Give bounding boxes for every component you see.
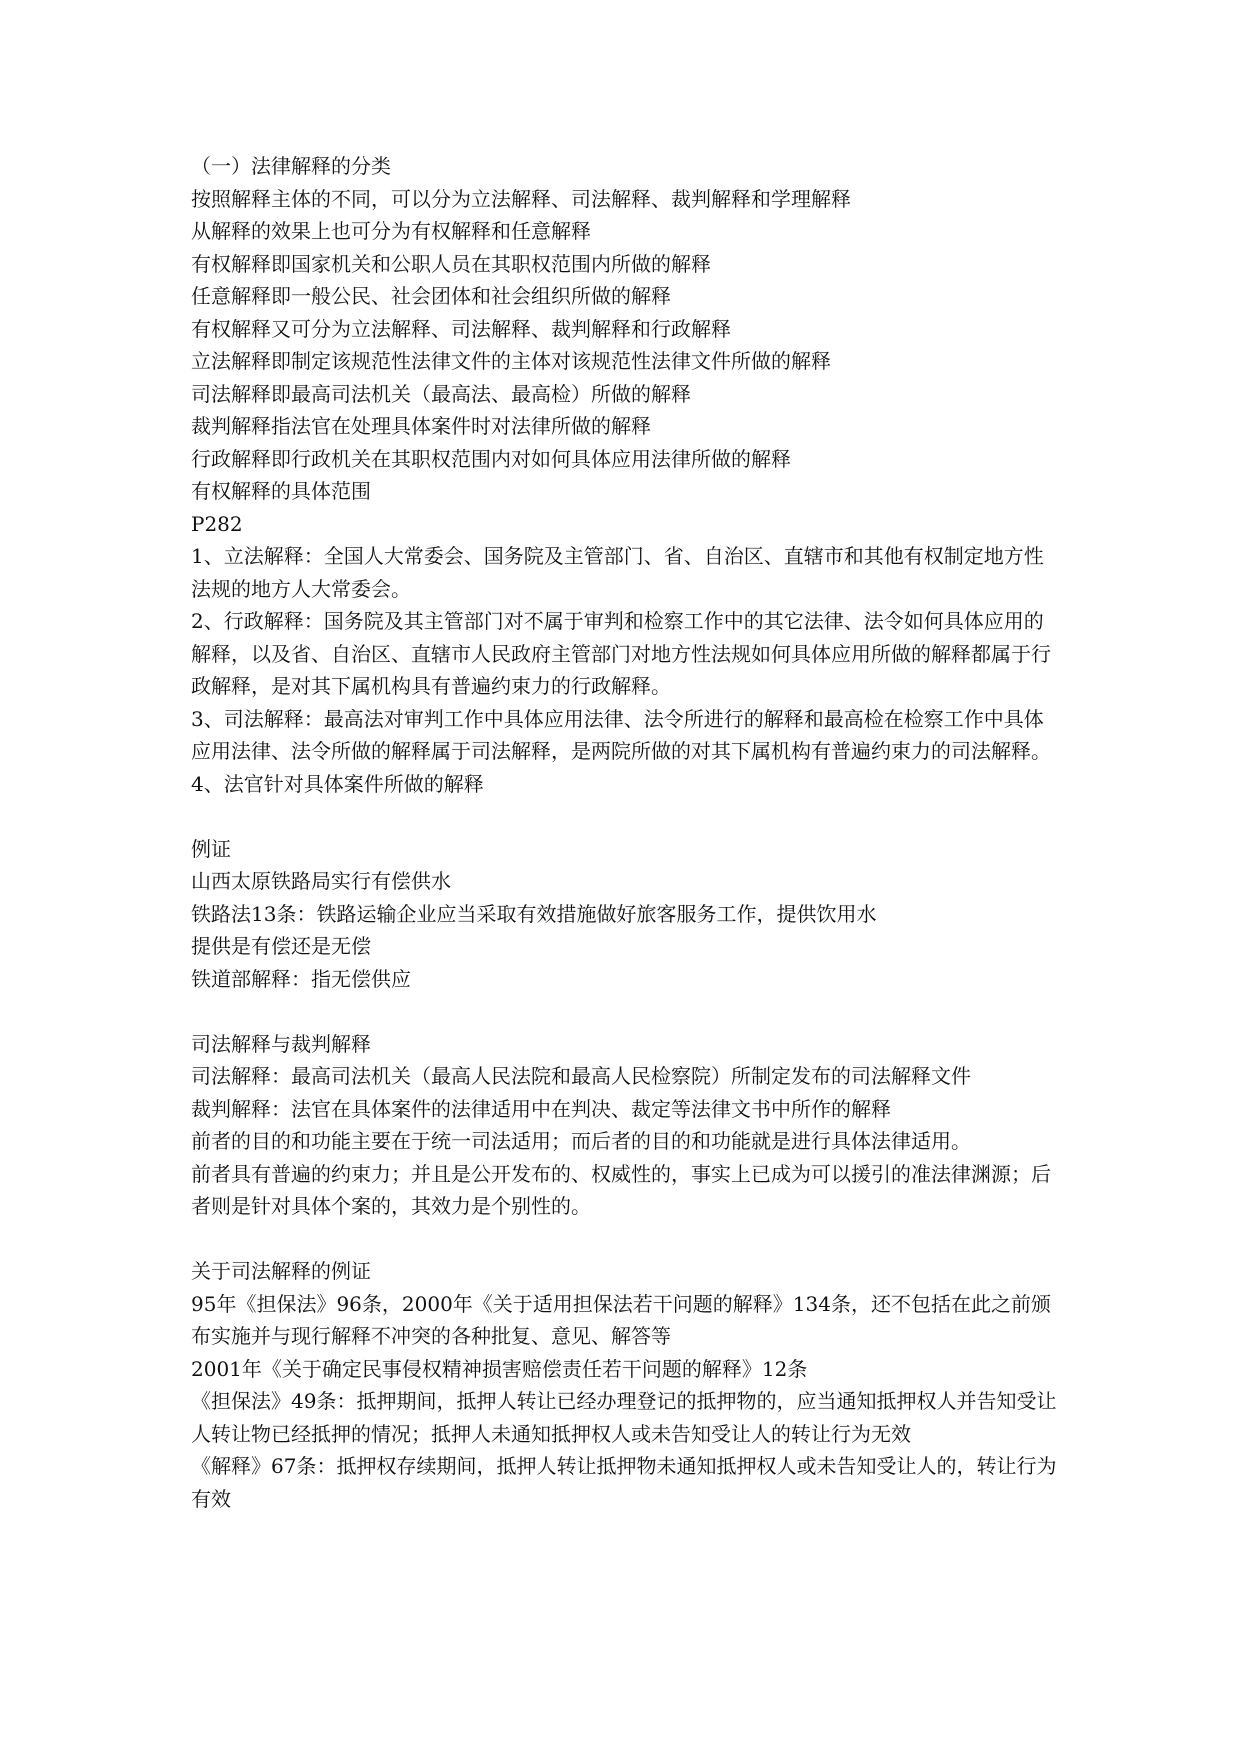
document-body xyxy=(191,150,1061,1515)
text-line: 提供是有偿还是无偿 xyxy=(191,934,371,958)
blank-line xyxy=(191,995,1061,1028)
text-paragraph: 《担保法》49条：抵押期间，抵押人转让已经办理登记的抵押物的，应当通知抵押权人并告知受让人转让物已经抵押的情况；抵押人未通知抵押权人或未告知受让人的转让行为无效 xyxy=(191,1389,1057,1446)
text-paragraph: 《解释》67条：抵押权存续期间，抵押人转让抵押物未通知抵押权人或未告知受让人的，转让行为有效 xyxy=(191,1454,1057,1511)
section-heading: 例证 xyxy=(191,836,231,861)
text-line: 2001年《关于确定民事侵权精神损害赔偿责任若干问题的解释》12条 xyxy=(191,1356,808,1381)
text-paragraph: 95年《担保法》96条，2000年《关于适用担保法若干问题的解释》134条，还不包括在此之前颁布实施并与现行解释不冲突的各种批复、意见、解答等 xyxy=(191,1291,1051,1348)
text-line: 任意解释即一般公民、社会团体和社会组织所做的解释 xyxy=(191,284,671,308)
page-reference: P282 xyxy=(191,511,243,536)
section-heading: （一）法律解释的分类 xyxy=(191,154,391,178)
text-line: 按照解释主体的不同，可以分为立法解释、司法解释、裁判解释和学理解释 xyxy=(191,186,851,211)
text-line: 裁判解释：法官在具体案件的法律适用中在判决、裁定等法律文书中所作的解释 xyxy=(191,1096,891,1121)
text-line: 山西太原铁路局实行有偿供水 xyxy=(191,869,451,893)
numbered-item: 1、立法解释：全国人大常委会、国务院及主管部门、省、自治区、直辖市和其他有权制定地方性法规的地方人大常委会。 xyxy=(191,544,1044,601)
text-line: 司法解释：最高司法机关（最高人民法院和最高人民检察院）所制定发布的司法解释文件 xyxy=(191,1064,971,1088)
text-line: 铁路法13条：铁路运输企业应当采取有效措施做好旅客服务工作，提供饮用水 xyxy=(191,901,877,926)
text-line: 有权解释即国家机关和公职人员在其职权范围内所做的解释 xyxy=(191,251,711,276)
text-paragraph: 前者具有普遍的约束力；并且是公开发布的、权威性的，事实上已成为可以援引的准法律渊源；后者则是针对具体个案的，其效力是个别性的。 xyxy=(191,1161,1051,1218)
text-line: 立法解释即制定该规范性法律文件的主体对该规范性法律文件所做的解释 xyxy=(191,349,831,373)
section-heading: 司法解释与裁判解释 xyxy=(191,1031,371,1056)
text-line: 前者的目的和功能主要在于统一司法适用；而后者的目的和功能就是进行具体法律适用。 xyxy=(191,1129,971,1153)
numbered-item: 3、司法解释：最高法对审判工作中具体应用法律、法令所进行的解释和最高检在检察工作中具体应用法律、法令所做的解释属于司法解释，是两院所做的对其下属机构有普遍约束力的司法解释。 xyxy=(191,706,1051,763)
text-line: 司法解释即最高司法机关（最高法、最高检）所做的解释 xyxy=(191,381,691,406)
numbered-item: 2、行政解释：国务院及其主管部门对不属于审判和检察工作中的其它法律、法令如何具体应用的解释，以及省、自治区、直辖市人民政府主管部门对地方性法规如何具体应用所做的解释都属于行政解释，是对其下属机构具有普遍约束力的行政解释。 xyxy=(191,609,1051,698)
text-line: 铁道部解释：指无偿供应 xyxy=(191,966,411,991)
blank-line xyxy=(191,800,1061,833)
section-heading: 关于司法解释的例证 xyxy=(191,1259,371,1283)
text-line: 从解释的效果上也可分为有权解释和任意解释 xyxy=(191,219,591,243)
text-line: 有权解释又可分为立法解释、司法解释、裁判解释和行政解释 xyxy=(191,316,731,341)
numbered-item: 4、法官针对具体案件所做的解释 xyxy=(191,771,484,796)
text-line: 裁判解释指法官在处理具体案件时对法律所做的解释 xyxy=(191,414,651,438)
text-line: 行政解释即行政机关在其职权范围内对如何具体应用法律所做的解释 xyxy=(191,446,791,471)
blank-line xyxy=(191,1223,1061,1256)
text-line: 有权解释的具体范围 xyxy=(191,479,371,503)
